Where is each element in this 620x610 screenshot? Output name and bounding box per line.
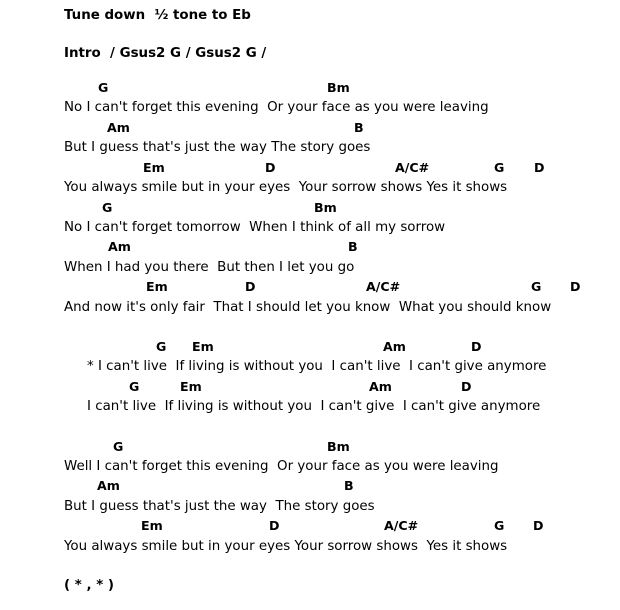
- chord: B: [354, 120, 364, 135]
- chord: G: [531, 279, 542, 294]
- lyric-line: But I guess that's just the way The story goes: [64, 499, 375, 514]
- chord: G: [98, 80, 109, 95]
- chord: G: [494, 160, 505, 175]
- chord: Am: [107, 120, 130, 135]
- chord: B: [344, 478, 354, 493]
- chord: G: [102, 200, 113, 215]
- chord: Am: [108, 239, 131, 254]
- chord: G: [494, 518, 505, 533]
- chord: D: [471, 339, 482, 354]
- lyric-line: You always smile but in your eyes Your sorrow shows Yes it shows: [64, 539, 508, 554]
- chord: D: [533, 518, 544, 533]
- chord: D: [534, 160, 545, 175]
- chord: A/C#: [395, 160, 430, 175]
- chord: D: [245, 279, 256, 294]
- lyric-line: And now it's only fair That I should let you know What you should know: [64, 300, 552, 315]
- chord: D: [265, 160, 276, 175]
- chord: Em: [180, 379, 202, 394]
- tuning-note: Tune down ½ tone to Eb: [64, 8, 251, 23]
- chord: A/C#: [366, 279, 401, 294]
- chord: Am: [369, 379, 392, 394]
- chord: B: [348, 239, 358, 254]
- chord: A/C#: [384, 518, 419, 533]
- chord: Em: [146, 279, 168, 294]
- chord: Bm: [327, 439, 350, 454]
- lyric-line: * I can't live If living is without you I can't live I can't give anymore: [87, 359, 547, 374]
- chord: Em: [192, 339, 214, 354]
- chord: D: [570, 279, 581, 294]
- chord: Am: [383, 339, 406, 354]
- chord: Bm: [314, 200, 337, 215]
- lyric-line: No I can't forget this evening Or your face as you were leaving: [64, 100, 489, 115]
- lyric-line: But I guess that's just the way The story goes: [64, 140, 371, 155]
- chord: Em: [141, 518, 163, 533]
- lyric-line: Well I can't forget this evening Or your face as you were leaving: [64, 459, 499, 474]
- chord: G: [129, 379, 140, 394]
- chord: Em: [143, 160, 165, 175]
- chord: D: [269, 518, 280, 533]
- lyric-line: You always smile but in your eyes Your sorrow shows Yes it shows: [64, 180, 508, 195]
- chord: Am: [97, 478, 120, 493]
- chord: G: [113, 439, 124, 454]
- lyric-line: When I had you there But then I let you go: [64, 260, 355, 275]
- chord: Bm: [327, 80, 350, 95]
- lyric-line: No I can't forget tomorrow When I think of all my sorrow: [64, 220, 446, 235]
- chord: D: [461, 379, 472, 394]
- chord: G: [156, 339, 167, 354]
- repeat-marker: ( * , * ): [64, 578, 114, 593]
- lyric-line: I can't live If living is without you I can't give I can't give anymore: [87, 399, 541, 414]
- intro-line: Intro / Gsus2 G / Gsus2 G /: [64, 46, 267, 61]
